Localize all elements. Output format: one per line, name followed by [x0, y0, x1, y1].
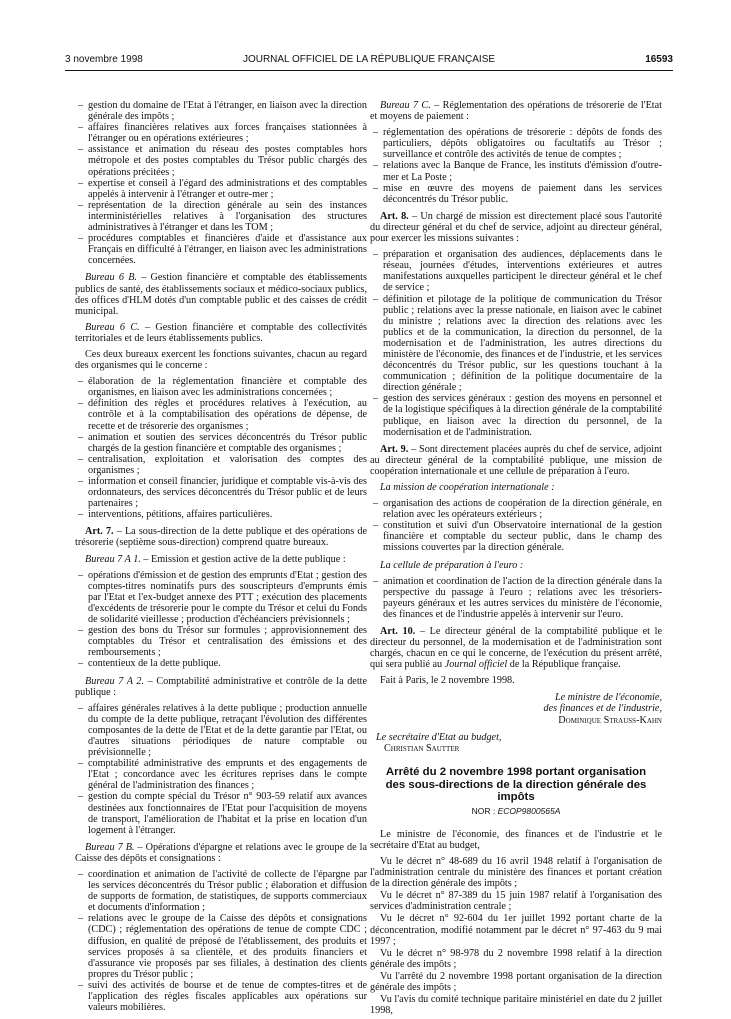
list-item: – affaires générales relatives à la dette publique ; production annuelle du compte de la dette publique, retraçant l'évolution des différentes composantes de la dette de l'Etat et de la dette garantie par l'Etat, ou d'autres situations périodiques de nature comptable ou prévisionnelle ; [75, 703, 367, 758]
article-8: Art. 8. – Un chargé de mission est directement placé sous l'autorité du directeur général et du chef de service, adjoint au directeur général, pour exercer les missions suivantes : [370, 210, 662, 245]
list-item: – affaires financières relatives aux forces françaises stationnées à l'étranger ou en opérations extérieures ; [75, 122, 367, 144]
list-item: – préparation et organisation des audiences, déplacements dans le réseau, journées d'études, interventions extérieures et autres manifestations auxquelles participent le directeur général et le chef de service ; [370, 249, 662, 293]
list-item: – relations avec la Banque de France, les instituts d'émission d'outre-mer et La Poste ; [370, 160, 662, 182]
list-bureau-7c [370, 127, 662, 205]
article-10: Art. 10. – Le directeur général de la comptabilité publique et le directeur du personnel, de la modernisation et de l'administration sont chargés, chacun en ce qui le concerne, de l'exécution du présent arrêté, qui sera publié au Journal officiel de la République française. [370, 626, 662, 671]
list-item: – définition et pilotage de la politique de communication du Trésor public ; relations avec la presse nationale, en liaison avec le cabinet du ministre ; relations avec la direction des relations avec les publics et de la communication, la direction du personnel, de la modernisation et de l'administration, les autres directions du ministère de l'économie, des finances et de l'industrie, et les services déconcentrés du Trésor public, sur les questions touchant à la communication ; définition de la politique documentaire de la direction générale ; [370, 294, 662, 394]
list-item: – réglementation des opérations de trésorerie : dépôts de fonds des particuliers, dépôts obligatoires ou facultatifs au Trésor ; surveillance et contrôle des activités de tenue de comptes ; [370, 127, 662, 160]
list-item: – gestion du compte spécial du Trésor n° 903-59 relatif aux avances destinées aux fonctionnaires de l'Etat pour l'acquisition de moyens de transport, l'amélioration de l'habitat et la prise en location d'un logement à l'étranger. [75, 791, 367, 835]
paragraph-bureau-7c: Bureau 7 C. – Réglementation des opérations de trésorerie de l'Etat et moyens de paiement : [370, 100, 662, 123]
visa-paragraph: Vu le décret n° 87-389 du 15 juin 1987 relatif à l'organisation des services d'administration centrale ; [370, 890, 662, 913]
list-bureau-7b [75, 869, 367, 1013]
visa-intro: Le ministre de l'économie, des finances et de l'industrie et le secrétaire d'Etat au budget, [370, 828, 662, 851]
list-item: – définition des règles et procédures relatives à l'exécution, au contrôle et à la comptabilisation des opérations de dépense, de recette et de trésorerie des organismes ; [75, 398, 367, 431]
list-item: – procédures comptables et financières d'aide et d'assistance aux Français en difficulté à l'étranger, en liaison avec les administrations concernées. [75, 233, 367, 266]
secretary-signature: Le secrétaire d'Etat au budget, Christian Sautter [376, 732, 662, 754]
minister-signature: Le ministre de l'économie, des finances et de l'industrie, Dominique Strauss-Kahn [370, 692, 662, 727]
article-9: Art. 9. – Sont directement placées auprès du chef de service, adjoint au directeur général de la comptabilité publique, une mission de coopération internationale et une cellule de préparation à l'euro. [370, 443, 662, 477]
list-bureau-7a1 [75, 570, 367, 670]
list-item: – représentation de la direction générale au sein des instances interministérielles relatives à l'organisation des structures administratives à l'étranger et dans les TOM ; [75, 200, 367, 233]
list-item: – opérations d'émission et de gestion des emprunts d'Etat ; gestion des comptes-titres nominatifs purs des souscripteurs d'emprunts émis par l'Etat et l'ex-budget annexe des PTT ; exécution des placements d'excédents de trésorerie pour le compte du Trésor et celui du Fonds de solidarité vieillesse ; production d'échéanciers prévisionnels ; [75, 570, 367, 625]
fait-a-paris: Fait à Paris, le 2 novembre 1998. [380, 675, 515, 687]
list-item: – élaboration de la réglementation financière et comptable des organismes, en liaison avec les administrations concernées ; [75, 376, 367, 398]
list-bureau-6a [75, 100, 367, 266]
right-column [370, 100, 662, 1017]
list-item: – expertise et conseil à l'égard des administrations et des comptables appelés à intervenir à l'étranger et outre-mer ; [75, 178, 367, 200]
visa-list [370, 856, 662, 1016]
mission-heading: La mission de coopération internationale : [380, 482, 555, 493]
list-functions [75, 376, 367, 520]
list-item: – comptabilité administrative des emprunts et des engagements de l'Etat ; concordance avec les écritures reprises dans le compte général de l'administration des finances ; [75, 758, 367, 791]
minister-name: Dominique Strauss-Kahn [558, 714, 662, 726]
paragraph-bureau-6b: Bureau 6 B. – Gestion financière et comptable des établissements publics de santé, des établissements sociaux et médico-sociaux publics, des offices d'HLM dotés d'un comptable public et des caisses de crédit municipal. [75, 272, 367, 317]
paragraph-bureau-7b: Bureau 7 B. – Opérations d'épargne et relations avec le groupe de la Caisse des dépôts et consignations : [75, 841, 367, 864]
journal-title: JOURNAL OFFICIEL DE LA RÉPUBLIQUE FRANÇAISE [242, 54, 496, 65]
list-item: – constitution et suivi d'un Observatoire international de la gestion financière et comptable du secteur public, dans le champ des missions couvertes par la direction générale. [370, 520, 662, 553]
list-item: – relations avec le groupe de la Caisse des dépôts et consignations (CDC) ; réglementation des opérations de tenue de compte CDC ; diffusion, en qualité de préposé de l'établissement, des produits et services proposés à sa clientèle, et des produits financiers et d'assurance vie proposés par ses filiales, à destination des clients propres du Trésor public ; [75, 913, 367, 980]
visa-paragraph: Vu le décret n° 48-689 du 16 avril 1948 relatif à l'organisation de l'administration centrale du ministère des finances et portant création de la direction générale des impôts ; [370, 855, 662, 890]
list-item: – animation et coordination de l'action de la direction générale dans la perspective du passage à l'euro ; relations avec les trésoriers-payeurs généraux et les autres services du ministère de l'économie, des finances et de l'industrie appelés à intervenir sur l'euro. [370, 576, 662, 620]
cellule-heading: La cellule de préparation à l'euro : [380, 559, 524, 571]
list-item: – gestion des services généraux : gestion des moyens en personnel et de la logistique spécifiques à la direction générale de la comptabilité publique, en liaison avec la direction du personnel, de la modernisation et de l'administration. [370, 393, 662, 437]
list-item: – assistance et animation du réseau des postes comptables hors métropole et des postes comptables du Trésor public chargés des opérations précitées ; [75, 144, 367, 177]
secretary-name: Christian Sautter [384, 743, 460, 755]
list-item: – contentieux de la dette publique. [75, 658, 367, 669]
header-rule [65, 70, 673, 71]
list-item: – suivi des activités de bourse et de tenue de comptes-titres et de l'application des règles fiscales applicables aux opérations sur valeurs mobilières. [75, 980, 367, 1013]
list-item: – animation et soutien des services déconcentrés du Trésor public chargés de la gestion financière et comptable des organismes ; [75, 432, 367, 454]
page-header [65, 54, 673, 68]
paragraph-bureau-7a1: Bureau 7 A 1. – Emission et gestion active de la dette publique : [85, 553, 346, 565]
left-column [75, 100, 367, 1019]
list-charge-de-mission [370, 249, 662, 438]
list-cellule [370, 576, 662, 620]
list-item: – mise en œuvre des moyens de paiement dans les services déconcentrés du Trésor public. [370, 183, 662, 205]
list-item: – organisation des actions de coopération de la direction générale, en relation avec les opérateurs extérieurs ; [370, 498, 662, 520]
page-number: 16593 [645, 54, 673, 65]
list-item: – centralisation, exploitation et valorisation des comptes des organismes ; [75, 454, 367, 476]
list-item: – gestion du domaine de l'Etat à l'étranger, en liaison avec la direction générale des impôts ; [75, 100, 367, 122]
list-item: – information et conseil financier, juridique et comptable vis-à-vis des ordonnateurs, des services déconcentrés du Trésor public et de leurs partenaires ; [75, 476, 367, 509]
paragraph-intro-bureaux: Ces deux bureaux exercent les fonctions suivantes, chacun au regard des organismes qui le concerne : [75, 348, 367, 372]
decree-title: Arrêté du 2 novembre 1998 portant organisation des sous-directions de la direction générale des impôts [385, 766, 647, 804]
list-item: – interventions, pétitions, affaires particulières. [75, 509, 367, 520]
issue-date: 3 novembre 1998 [65, 54, 143, 65]
list-item: – coordination et animation de l'activité de collecte de l'épargne par les services déconcentrés du Trésor public ; élaboration et diffusion de supports de formation, de statistiques, de supports commerciaux et documents d'information ; [75, 869, 367, 913]
list-mission [370, 498, 662, 553]
paragraph-bureau-7a2: Bureau 7 A 2. – Comptabilité administrative et contrôle de la dette publique : [75, 675, 367, 698]
visa-paragraph: Vu l'avis du comité technique paritaire ministériel en date du 2 juillet 1998, [370, 994, 662, 1017]
visa-paragraph: Vu le décret n° 92-604 du 1er juillet 1992 portant charte de la déconcentration, modifié notamment par le décret n° 97-463 du 9 mai 1997 ; [370, 913, 662, 947]
list-item: – gestion des bons du Trésor sur formules ; approvisionnement des comptables du Trésor et centralisation des émissions et des remboursements ; [75, 625, 367, 658]
paragraph-bureau-6c: Bureau 6 C. – Gestion financière et comptable des collectivités territoriales et de leurs établissements publics. [75, 321, 367, 344]
list-bureau-7a2 [75, 703, 367, 836]
visa-paragraph: Vu l'arrêté du 2 novembre 1998 portant organisation de la direction générale des impôts ; [370, 970, 662, 993]
nor-reference: NOR : ECOP9800565A [471, 805, 561, 816]
visa-paragraph: Vu le décret n° 98-978 du 2 novembre 1998 relatif à la direction générale des impôts ; [370, 947, 662, 970]
article-7: Art. 7. – La sous-direction de la dette publique et des opérations de trésorerie (septième sous-direction) comprend quatre bureaux. [75, 526, 367, 549]
